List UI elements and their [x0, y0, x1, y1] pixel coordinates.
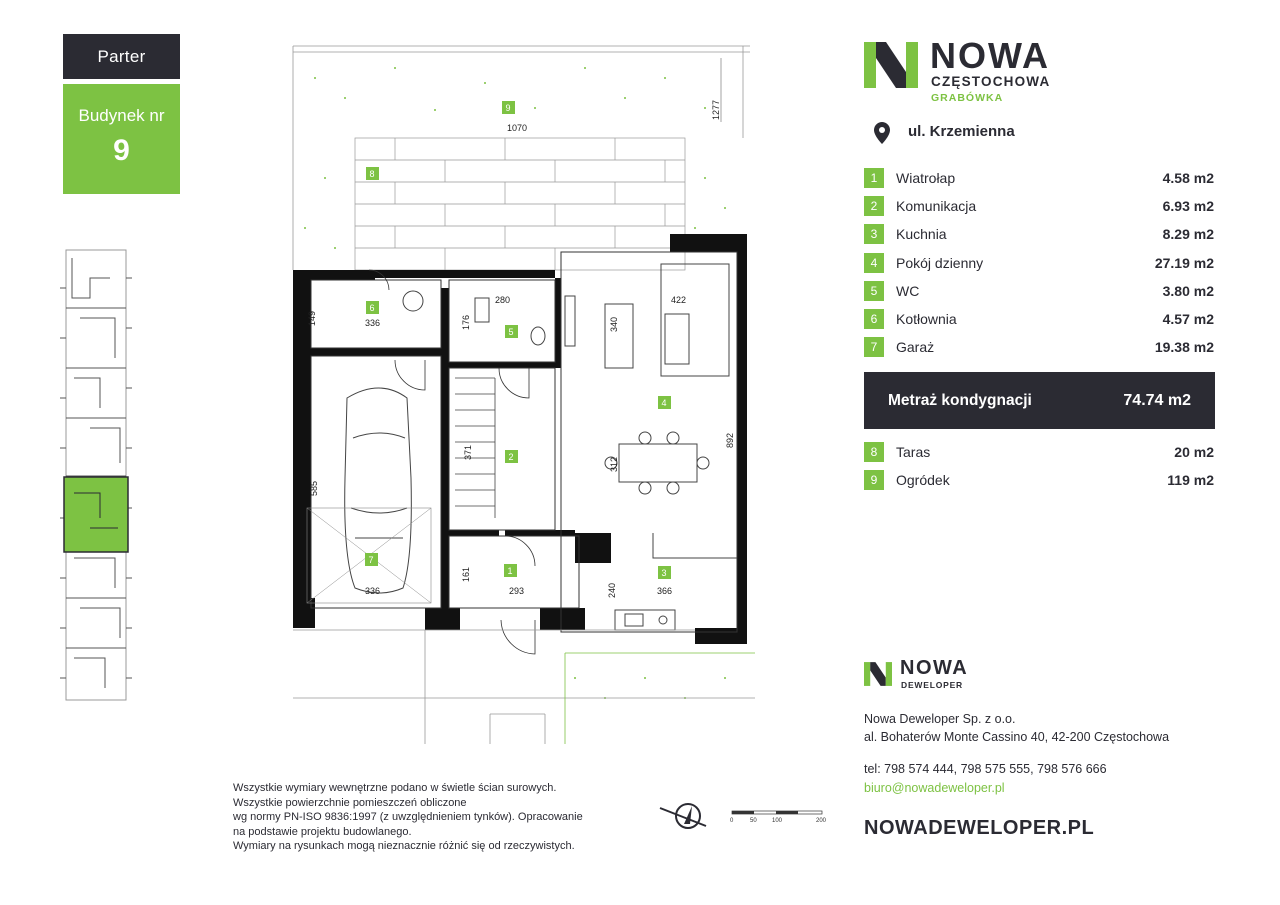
scale-bar — [730, 808, 830, 828]
note-line: Wymiary na rysunkach mogą nieznacznie różnić się od rzeczywistych. — [233, 840, 575, 852]
room-area: 8.29 m2 — [1162, 226, 1214, 242]
room-marker-6: 6 — [369, 303, 375, 313]
dim-living-total: 892 — [725, 432, 735, 448]
building-label: Budynek nr — [78, 106, 165, 125]
map-pin-icon — [874, 122, 890, 144]
room-area: 4.58 m2 — [1162, 170, 1214, 186]
scale-label: 50 — [750, 818, 757, 824]
dim-boiler-depth: 149 — [307, 310, 317, 326]
brand-district: GRABÓWKA — [931, 92, 1004, 104]
room-row — [864, 168, 1214, 188]
floor-plan — [285, 38, 760, 744]
dim-garage-width: 336 — [365, 586, 381, 596]
room-marker-1: 1 — [507, 566, 513, 576]
room-name: Ogródek — [896, 472, 950, 488]
room-number: 1 — [864, 168, 884, 188]
scale-label: 200 — [816, 818, 827, 824]
room-number: 6 — [864, 309, 884, 329]
developer-company: Nowa Deweloper Sp. z o.o. — [864, 712, 1016, 726]
developer-website-link[interactable]: NOWADEWELOPER.PL — [864, 817, 1095, 839]
room-marker-5: 5 — [508, 327, 514, 337]
developer-sub: DEWELOPER — [901, 680, 963, 690]
dim-kitchen-width: 366 — [657, 586, 673, 596]
dim-kitchen-depth: 240 — [607, 582, 617, 598]
note-line: na podstawie projektu budowlanego. — [233, 825, 412, 838]
note-line: Wszystkie wymiary wewnętrzne podano w świetle ścian surowych. — [233, 782, 557, 794]
building-badge — [63, 84, 180, 194]
room-number: 8 — [864, 442, 884, 462]
room-row — [864, 196, 1214, 216]
floor-label: Parter — [63, 34, 180, 79]
room-area: 6.93 m2 — [1162, 198, 1214, 214]
outdoor-row — [864, 442, 1214, 462]
site-key-plan — [60, 248, 140, 703]
street-address: ul. Krzemienna — [908, 123, 1015, 140]
developer-logo-icon — [864, 660, 892, 688]
scale-label: 0 — [730, 818, 734, 824]
dim-boiler-width: 336 — [365, 318, 381, 328]
outdoor-row — [864, 470, 1214, 490]
dim-wc-depth: 176 — [461, 314, 471, 330]
room-name: WC — [896, 283, 920, 299]
dim-garden-depth: 1277 — [711, 99, 721, 120]
disclaimer-notes — [233, 781, 613, 854]
total-area-label: Metraż kondygnacji — [888, 391, 1032, 409]
developer-email-link[interactable]: biuro@nowadeweloper.pl — [864, 781, 1005, 795]
room-row — [864, 309, 1214, 329]
room-number: 9 — [864, 470, 884, 490]
room-name: Kuchnia — [896, 226, 947, 242]
room-area: 119 m2 — [1167, 472, 1214, 488]
room-name: Wiatrołap — [896, 170, 956, 186]
dim-wc-width: 280 — [495, 295, 511, 305]
room-number: 4 — [864, 253, 884, 273]
room-marker-8: 8 — [369, 169, 375, 179]
brand-logo-icon — [864, 42, 918, 88]
brand-name: NOWA — [930, 35, 1050, 76]
room-number: 7 — [864, 337, 884, 357]
room-marker-3: 3 — [661, 568, 667, 578]
room-area: 20 m2 — [1174, 444, 1214, 460]
room-name: Komunikacja — [896, 198, 977, 214]
dim-vestibule-width: 293 — [509, 586, 525, 596]
note-line: wg normy PN-ISO 9836:1997 (z uwzględnieniem tynków). Opracowanie — [233, 811, 583, 823]
room-number: 2 — [864, 196, 884, 216]
developer-address: al. Bohaterów Monte Cassino 40, 42-200 Częstochowa — [864, 730, 1170, 744]
room-marker-7: 7 — [368, 555, 374, 565]
room-area: 19.38 m2 — [1154, 339, 1214, 355]
brand-city: CZĘSTOCHOWA — [931, 74, 1051, 89]
developer-name: NOWA — [900, 657, 969, 679]
dim-garage-depth: 585 — [309, 480, 319, 496]
room-name: Pokój dzienny — [896, 255, 984, 271]
dim-hall-depth: 371 — [463, 444, 473, 460]
dim-living-width: 422 — [671, 295, 687, 305]
total-area-banner — [864, 372, 1215, 429]
scale-label: 100 — [772, 818, 783, 824]
dim-garden-width: 1070 — [507, 123, 528, 133]
room-row — [864, 281, 1214, 301]
dim-living-mid: 312 — [609, 456, 619, 472]
room-area: 27.19 m2 — [1154, 255, 1214, 271]
room-name: Kotłownia — [896, 311, 957, 327]
building-number: 9 — [113, 134, 130, 167]
room-area: 4.57 m2 — [1162, 311, 1214, 327]
room-name: Garaż — [896, 339, 935, 355]
dim-living-upper: 340 — [609, 316, 619, 332]
room-number: 5 — [864, 281, 884, 301]
room-name: Taras — [896, 444, 931, 460]
highlighted-unit — [64, 477, 128, 552]
room-area: 3.80 m2 — [1162, 283, 1214, 299]
note-line: Wszystkie powierzchnie pomieszczeń obliczone — [233, 796, 467, 809]
developer-phone: tel: 798 574 444, 798 575 555, 798 576 666 — [864, 762, 1107, 776]
total-area-value: 74.74 m2 — [1123, 391, 1191, 409]
room-marker-2: 2 — [508, 452, 514, 462]
room-row — [864, 224, 1214, 244]
room-number: 3 — [864, 224, 884, 244]
dim-vestibule-depth: 161 — [461, 566, 471, 582]
room-row — [864, 253, 1214, 273]
room-marker-4: 4 — [661, 398, 667, 408]
room-row — [864, 337, 1214, 357]
room-marker-9: 9 — [505, 103, 511, 113]
north-arrow-icon — [658, 798, 708, 834]
